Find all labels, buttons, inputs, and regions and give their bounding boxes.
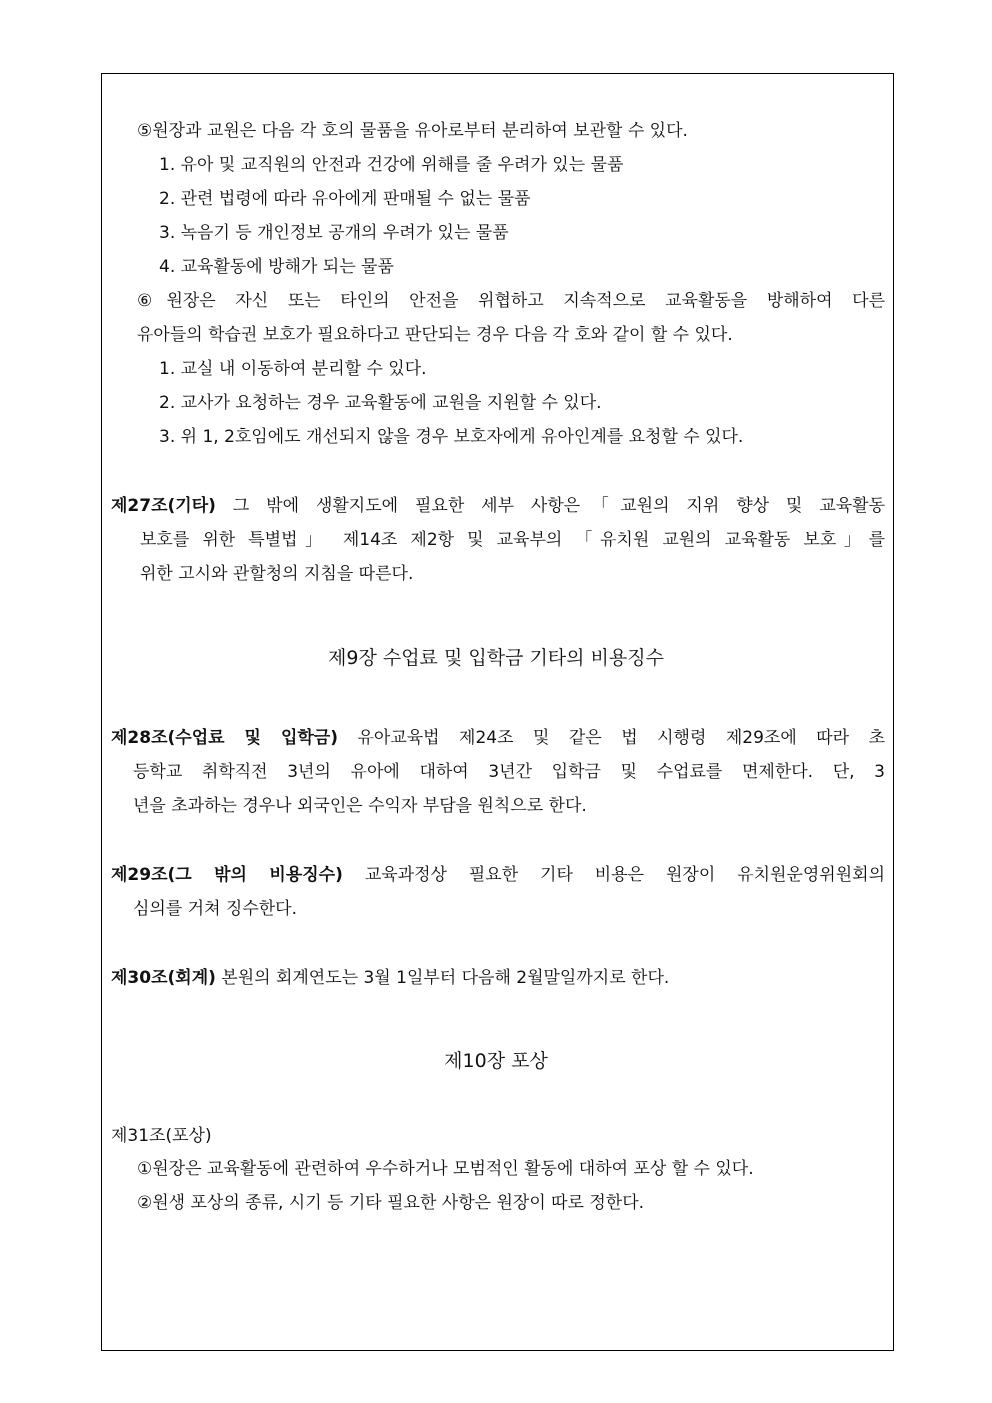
art27-title: 제27조(기타) <box>111 496 216 516</box>
para6-item-3: 3. 위 1, 2호임에도 개선되지 않을 경우 보호자에게 유아인계를 요청할 수 있다. <box>159 427 744 447</box>
para6-item-1: 1. 교실 내 이동하여 분리할 수 있다. <box>159 359 427 379</box>
art27-text-1: 그 밖에 생활지도에 필요한 세부 사항은「교원의 지위 향상 및 교육활동 <box>232 496 886 516</box>
para5-item-1: 1. 유아 및 교직원의 안전과 건강에 위해를 줄 우려가 있는 물품 <box>159 155 624 175</box>
art30-title: 제30조(회계) <box>111 968 216 988</box>
art28-line2: 등학교 취학직전 3년의 유아에 대하여 3년간 입학금 및 수업료를 면제한다. 단, 3 <box>133 762 885 782</box>
para6-line1: ⑥원장은 자신 또는 타인의 안전을 위협하고 지속적으로 교육활동을 방해하여 다른 <box>137 291 885 311</box>
art31-item-2: ②원생 포상의 종류, 시기 등 기타 필요한 사항은 원장이 따로 정한다. <box>137 1193 645 1213</box>
art29-title: 제29조(그 밖의 비용징수) <box>111 865 343 885</box>
art27-line2: 보호를 위한 특별법」 제14조 제2항 및 교육부의 「유치원 교원의 교육활동 보호」를 <box>140 530 885 550</box>
chapter10-heading: 제10장 포상 <box>444 1050 548 1072</box>
para5-item-2: 2. 관련 법령에 따라 유아에게 판매될 수 없는 물품 <box>159 189 531 209</box>
art27-line1 <box>111 489 885 523</box>
art27-line3: 위한 고시와 관할청의 지침을 따른다. <box>140 564 414 584</box>
art28-text-1: 유아교육법 제24조 및 같은 법 시행령 제29조에 따라 초 <box>357 728 885 748</box>
para5-intro: ⑤원장과 교원은 다음 각 호의 물품을 유아로부터 분리하여 보관할 수 있다. <box>137 121 688 141</box>
chapter9-heading: 제9장 수업료 및 입학금 기타의 비용징수 <box>328 647 664 669</box>
art29-text-1: 교육과정상 필요한 기타 비용은 원장이 유치원운영위원회의 <box>364 865 885 885</box>
art29-line2: 심의를 거쳐 징수한다. <box>133 899 298 919</box>
para6-item-2: 2. 교사가 요청하는 경우 교육활동에 교원을 지원할 수 있다. <box>159 393 602 413</box>
art31-title: 제31조(포상) <box>111 1126 212 1146</box>
art31-item-1: ①원장은 교육활동에 관련하여 우수하거나 모범적인 활동에 대하여 포상 할 수 있다. <box>137 1159 754 1179</box>
art28-line1 <box>111 721 885 755</box>
para5-item-3: 3. 녹음기 등 개인정보 공개의 우려가 있는 물품 <box>159 223 509 243</box>
art28-line3: 년을 초과하는 경우나 외국인은 수익자 부담을 원칙으로 한다. <box>133 796 587 816</box>
art30-line <box>111 961 669 995</box>
art29-line1 <box>111 858 885 892</box>
art30-text: 본원의 회계연도는 3월 1일부터 다음해 2월말일까지로 한다. <box>221 968 670 988</box>
para6-line2: 유아들의 학습권 보호가 필요하다고 판단되는 경우 다음 각 호와 같이 할 수 있다. <box>137 325 733 345</box>
art28-title: 제28조(수업료 및 입학금) <box>111 728 338 748</box>
para5-item-4: 4. 교육활동에 방해가 되는 물품 <box>159 257 394 277</box>
